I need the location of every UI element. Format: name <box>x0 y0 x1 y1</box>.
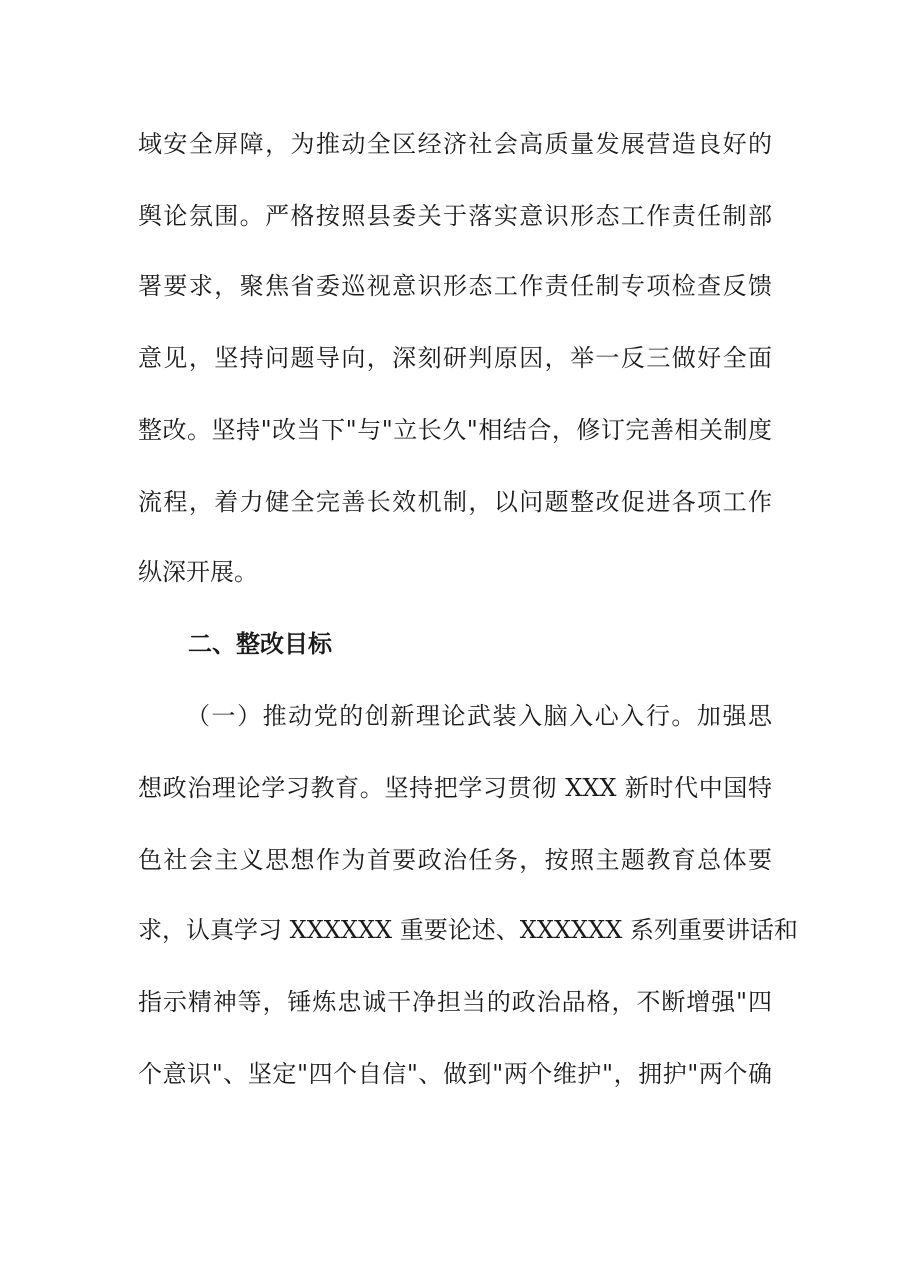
paragraph-line: 域安全屏障，为推动全区经济社会高质量发展营造良好的 <box>138 130 772 158</box>
section-heading: 二、整改目标 <box>188 630 332 658</box>
paragraph-line: 意见，坚持问题导向，深刻研判原因，举一反三做好全面 <box>138 344 772 372</box>
paragraph-line: 纵深开展。 <box>138 558 258 586</box>
paragraph-line: 色社会主义思想作为首要政治任务，按照主题教育总体要 <box>138 846 772 874</box>
paragraph-line: （一）推动党的创新理论武装入脑入心入行。加强思 <box>186 702 772 730</box>
paragraph-line: 个意识"、坚定"四个自信"、做到"两个维护"，拥护"两个确 <box>138 1060 772 1088</box>
paragraph-line: 想政治理论学习教育。坚持把学习贯彻 XXX 新时代中国特 <box>138 774 772 802</box>
paragraph-line: 指示精神等，锤炼忠诚干净担当的政治品格，不断增强"四 <box>138 988 772 1016</box>
paragraph-line: 求，认真学习 XXXXXX 重要论述、XXXXXX 系列重要讲话和 <box>138 916 798 944</box>
paragraph-line: 整改。坚持"改当下"与"立长久"相结合，修订完善相关制度 <box>138 416 772 444</box>
paragraph-line: 舆论氛围。严格按照县委关于落实意识形态工作责任制部 <box>138 202 772 230</box>
paragraph-line: 流程，着力健全完善长效机制，以问题整改促进各项工作 <box>138 488 772 516</box>
paragraph-line: 署要求，聚焦省委巡视意识形态工作责任制专项检查反馈 <box>138 272 772 300</box>
